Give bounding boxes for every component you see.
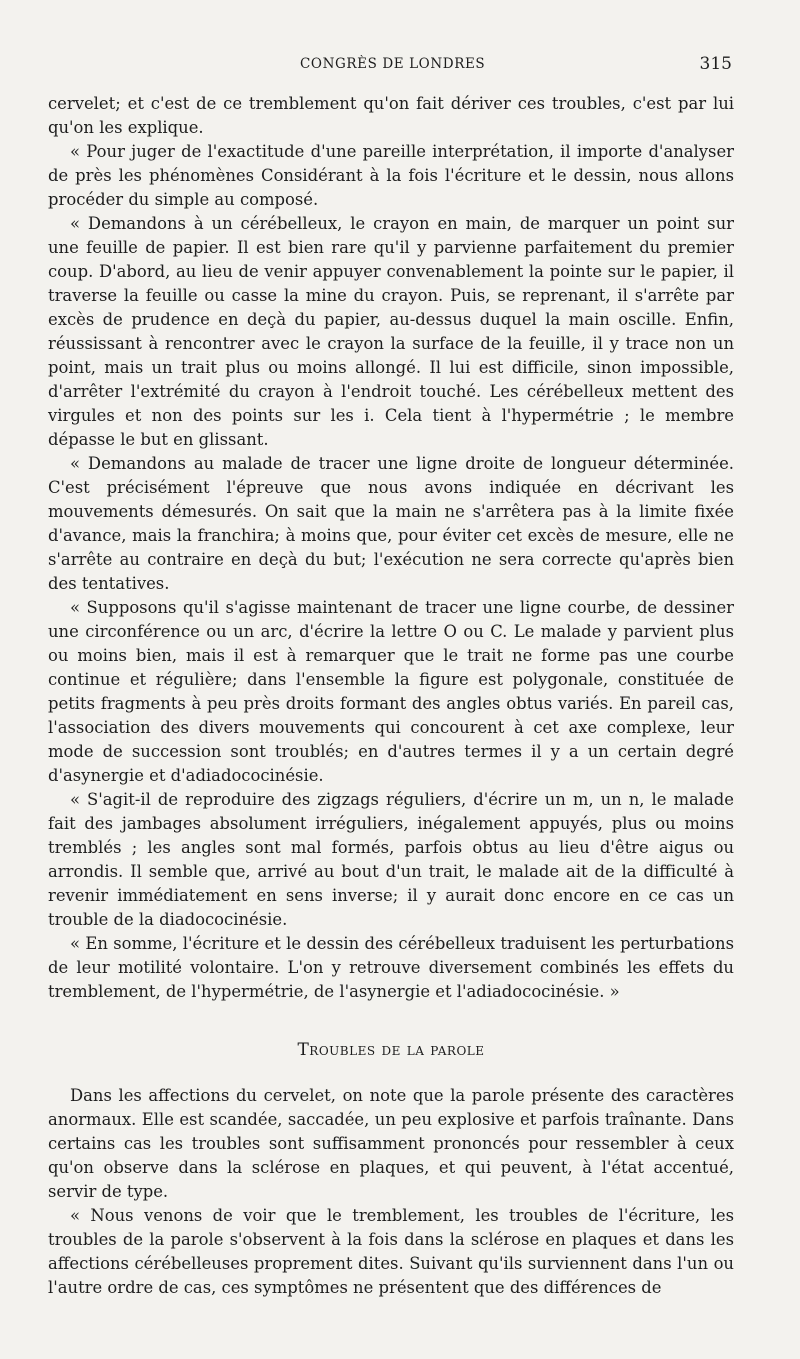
running-title: CONGRÈS DE LONDRES (300, 56, 486, 72)
paragraph: « Nous venons de voir que le tremblement, les troubles de l'écriture, les troubles de la parole s'observent à la fois dans la sclérose en plaques et dans les affections cérébelleuses proprement dites. Suivant qu'ils surviennent dans l'un ou l'autre ordre de cas, ces symptômes ne présentent que des différences de (48, 1206, 734, 1297)
paragraph: cervelet; et c'est de ce tremblement qu'on fait dériver ces troubles, c'est par lui qu'on les explique. (48, 94, 734, 137)
paragraph: « Pour juger de l'exactitude d'une pareille interprétation, il importe d'analyser de près les phénomènes Considérant à la fois l'écriture et le dessin, nous allons procéder du simple au composé. (48, 142, 734, 209)
section-title-text: Troubles de la parole (297, 1040, 485, 1060)
section-title (48, 1038, 734, 1062)
paragraph: « S'agit-il de reproduire des zigzags réguliers, d'écrire un m, un n, le malade fait des jambages absolument irréguliers, inégalement appuyés, plus ou moins tremblés ; les angles sont mal formés, parfois obtus au lieu d'être aigus ou arrondis. Il semble que, arrivé au bout d'un trait, le malade ait de la difficulté à revenir immédiatement en sens inverse; il y aurait donc encore en ce cas un trouble de la diadococinésie. (48, 790, 734, 929)
paragraph: « Supposons qu'il s'agisse maintenant de tracer une ligne courbe, de dessiner une circonférence ou un arc, d'écrire la lettre O ou C. Le malade y parvient plus ou moins bien, mais il est à remarquer que le trait ne forme pas une courbe continue et régulière; dans l'ensemble la figure est polygonale, constituée de petits fragments à peu près droits formant des angles obtus variés. En pareil cas, l'association des divers mouvements qui concourent à cet axe complexe, leur mode de succession sont troublés; en d'autres termes il y a un certain degré d'asynergie et d'adiadococinésie. (48, 598, 734, 785)
paragraph: « En somme, l'écriture et le dessin des cérébelleux traduisent les perturbations de leur motilité volontaire. L'on y retrouve diversement combinés les effets du tremblement, de l'hypermétrie, de l'asynergie et l'adiadococinésie. » (48, 934, 734, 1001)
body-text (48, 92, 734, 1300)
paragraph: « Demandons à un cérébelleux, le crayon en main, de marquer un point sur une feuille de papier. Il est bien rare qu'il y parvienne parfaitement du premier coup. D'abord, au lieu de venir appuyer convenablement la pointe sur le papier, il traverse la feuille ou casse la mine du crayon. Puis, se reprenant, il s'arrête par excès de prudence en deçà du papier, au-dessus duquel la main oscille. Enfin, réussissant à rencontrer avec le crayon la surface de la feuille, il y trace non un point, mais un trait plus ou moins allongé. Il lui est difficile, sinon impossible, d'arrêter l'extrémité du crayon à l'endroit touché. Les cérébelleux mettent des virgules et non des points sur les i. Cela tient à l'hypermétrie ; le membre dépasse le but en glissant. (48, 214, 734, 449)
page-number: 315 (699, 54, 732, 74)
paragraph: Dans les affections du cervelet, on note que la parole présente des caractères anormaux. Elle est scandée, saccadée, un peu explosive et parfois traînante. Dans certains cas les troubles sont suffisamment prononcés pour ressembler à ceux qu'on observe dans la sclérose en plaques, et qui peuvent, à l'état accentué, servir de type. (48, 1086, 734, 1201)
page-header (0, 50, 800, 80)
paragraph: « Demandons au malade de tracer une ligne droite de longueur déterminée. C'est précisément l'épreuve que nous avons indiquée en décrivant les mouvements démesurés. On sait que la main ne s'arrêtera pas à la limite fixée d'avance, mais la franchira; à moins que, pour éviter cet excès de mesure, elle ne s'arrête au contraire en deçà du but; l'exécution ne sera correcte qu'après bien des tentatives. (48, 454, 734, 593)
